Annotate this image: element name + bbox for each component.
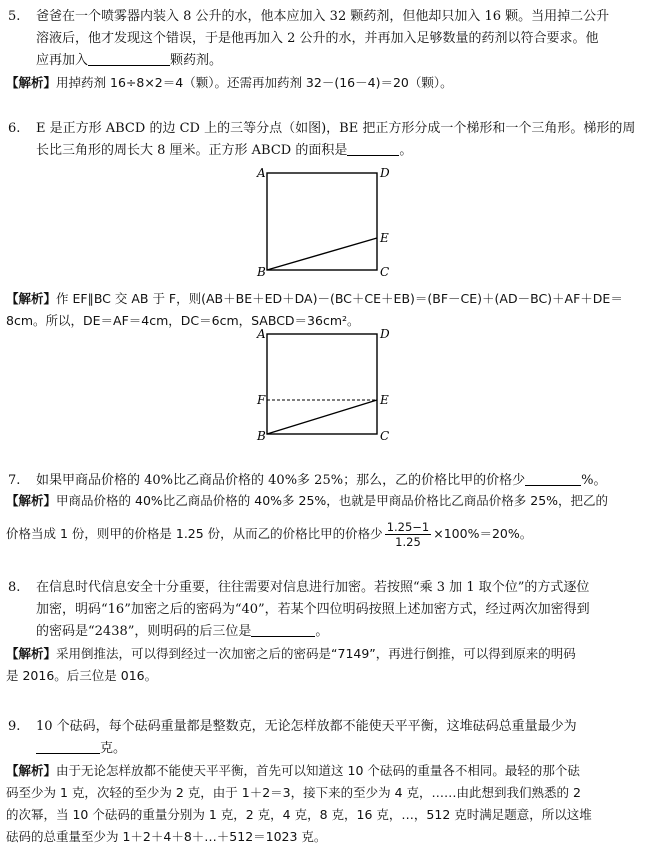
- vertex-label: C: [380, 429, 390, 443]
- question-number: 9.: [8, 719, 21, 734]
- solution-8: [6, 643, 661, 687]
- square-figure-2: [255, 328, 390, 443]
- vertex-label: D: [380, 328, 390, 341]
- solution-6: [6, 288, 661, 332]
- solution-text: 采用倒推法，可以得到经过一次加密之后的密码是“7149”，再进行倒推，可以得到原来的明码: [56, 646, 576, 661]
- question-text-line: 长比三角形的周长大 8 厘米。正方形 ABCD 的面积是 。: [36, 143, 413, 158]
- solution-label: 【解析】: [6, 493, 57, 508]
- solution-label: 【解析】: [6, 763, 57, 778]
- square-figure-1: [255, 166, 390, 282]
- answer-blank[interactable]: [36, 739, 100, 754]
- vertex-label: B: [257, 265, 266, 279]
- question-number: 7.: [8, 473, 21, 488]
- vertex-label: A: [257, 166, 266, 180]
- vertex-label: C: [380, 265, 390, 279]
- question-text-line: 应再加入 颗药剂。: [36, 53, 223, 68]
- question-text-line: 的密码是“2438”，则明码的后三位是 。: [36, 624, 329, 639]
- fraction: $\frac{1.25-1}{1.25}$: [386, 520, 430, 549]
- question-number: 6.: [8, 121, 21, 136]
- solution-text: 码至少为 1 克，次轻的至少为 2 克，由于 1＋2＝3，接下来的至少为 4 克，……由此想到我们熟悉的 2: [6, 785, 581, 800]
- solution-text: 甲商品价格的 40%比乙商品价格的 40%多 25%，也就是甲商品价格比乙商品价格多 25%，把乙的: [56, 493, 609, 508]
- answer-blank[interactable]: [251, 622, 315, 637]
- solution-text: 由于无论怎样放都不能使天平平衡，首先可以知道这 10 个砝码的重量各不相同。最轻的那个砝: [56, 763, 580, 778]
- vertex-label: E: [380, 231, 389, 245]
- question-number: 5.: [8, 9, 21, 24]
- vertex-label: B: [257, 429, 266, 443]
- answer-blank[interactable]: [525, 471, 581, 486]
- solution-9: [6, 760, 661, 848]
- solution-label: 【解析】: [6, 646, 57, 661]
- solution-text: 价格当成 1 份，则甲的价格是 1.25 份，从而乙的价格比甲的价格少 $\frac{1.25-1}{1.25}$ ×100%＝20%。: [6, 520, 533, 549]
- solution-text: 砝码的总重量至少为 1＋2＋4＋8＋…＋512＝1023 克。: [6, 829, 327, 844]
- question-text-line: 溶液后，他才发现这个错误，于是他再加入 2 公升的水，并再加入足够数量的药剂以符合要求。他: [36, 31, 599, 46]
- solution-5: [6, 72, 661, 94]
- solution-label: 【解析】: [6, 291, 57, 306]
- question-text-line: 爸爸在一个喷雾器内装入 8 公升的水，他本应加入 32 颗药剂，但他却只加入 16 颗。当用掉二公升: [36, 9, 610, 24]
- vertex-label: A: [257, 328, 266, 341]
- vertex-label: E: [380, 393, 389, 407]
- solution-text: 的次幂，当 10 个砝码的重量分别为 1 克，2 克，4 克，8 克，16 克，…，512 克时满足题意，所以这堆: [6, 807, 592, 822]
- question-text-line: 克。: [36, 738, 656, 760]
- question-text-line: 在信息时代信息安全十分重要，往往需要对信息进行加密。若按照“乘 3 加 1 取个位”的方式逐位: [36, 580, 590, 595]
- solution-text: 是 2016。后三位是 016。: [6, 668, 158, 683]
- answer-blank[interactable]: [347, 141, 399, 156]
- answer-blank[interactable]: [88, 51, 170, 66]
- question-number: 8.: [8, 580, 21, 595]
- question-text-line: E 是正方形 ABCD 的边 CD 上的三等分点（如图)，BE 把正方形分成一个梯形和一个三角形。梯形的周: [36, 121, 636, 136]
- vertex-label: F: [257, 393, 266, 407]
- solution-text: 8cm。所以，DE＝AF＝4cm，DC＝6cm，SABCD＝36cm²。: [6, 313, 360, 328]
- question-text-line: 10 个砝码，每个砝码重量都是整数克，无论怎样放都不能使天平平衡，这堆砝码总重量最少为: [36, 719, 577, 734]
- solution-label: 【解析】: [6, 75, 57, 90]
- solution-text: 作 EF∥BC 交 AB 于 F，则(AB＋BE＋ED＋DA)－(BC＋CE＋EB)＝(BF－CE)＋(AD－BC)＋AF＋DE＝: [56, 291, 623, 306]
- question-text-line: 如果甲商品价格的 40%比乙商品价格的 40%多 25%；那么，乙的价格比甲的价格少 %。: [36, 473, 607, 488]
- solution-text: 用掉药剂 16÷8×2＝4（颗）。还需再加药剂 32－(16－4)＝20（颗）。: [56, 75, 453, 90]
- vertex-label: D: [380, 166, 390, 180]
- question-text-line: 加密，明码“16”加密之后的密码为“40”，若某个四位明码按照上述加密方式，经过两次加密得到: [36, 602, 590, 617]
- solution-7: [6, 490, 661, 549]
